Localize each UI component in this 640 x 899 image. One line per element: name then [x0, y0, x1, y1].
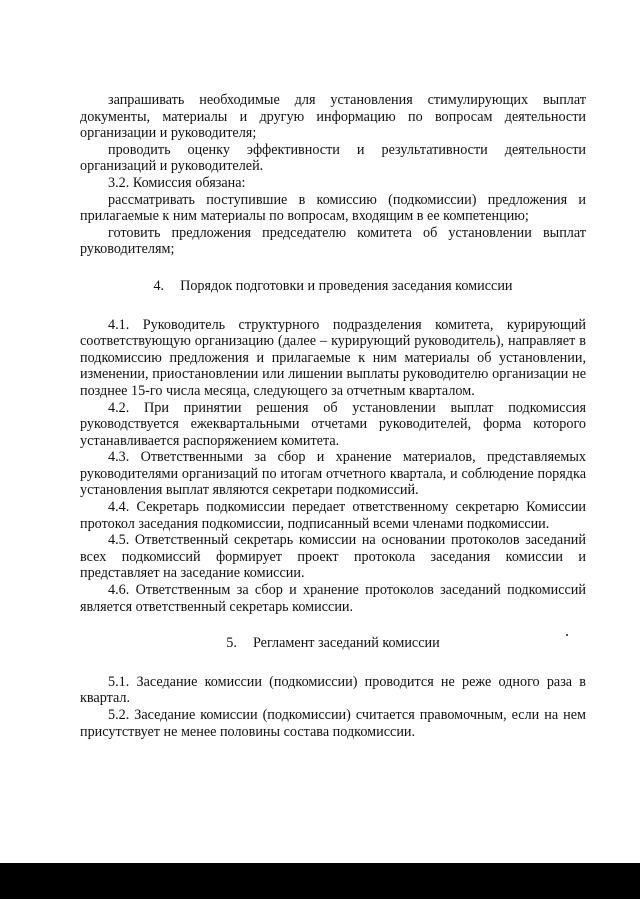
paragraph: рассматривать поступившие в комиссию (подкомиссии) предложения и прилагаемые к ним материалы по вопросам, входящим в ее компетенцию;	[80, 191, 586, 225]
section-title: Регламент заседаний комиссии	[252, 635, 440, 652]
clause: 5.1. Заседание комиссии (подкомиссии) проводится не реже одного раза в квартал.	[80, 673, 586, 707]
clause: 4.6. Ответственным за сбор и хранение протоколов заседаний подкомиссий является ответственный секретарь комиссии.	[80, 582, 586, 615]
scan-speck	[566, 634, 568, 636]
clause: 4.5. Ответственный секретарь комиссии на основании протоколов заседаний всех подкомиссий формирует проект протокола заседания комиссии и представляет на заседание комиссии.	[80, 532, 586, 582]
section-title: Порядок подготовки и проведения заседания комиссии	[180, 277, 513, 294]
section-number: 4.	[153, 277, 165, 294]
section-4-heading	[80, 278, 586, 295]
paragraph: готовить предложения председателю комитета об установлении выплат руководителям;	[80, 224, 586, 258]
document-page	[80, 92, 586, 740]
clause: 4.2. При принятии решения об установлении выплат подкомиссия руководствуется ежеквартальными отчетами руководителей, форма которого устанавливается распоряжением комитета.	[80, 399, 586, 449]
clause: 4.3. Ответственными за сбор и хранение материалов, представляемых руководителями организаций по итогам отчетного квартала, и соблюдение порядка установления выплат являются секретари подкомиссий.	[80, 449, 586, 499]
top-paragraphs	[80, 92, 586, 258]
scan-border	[0, 863, 640, 899]
paragraph: запрашивать необходимые для установления стимулирующих выплат документы, материалы и другую информацию по вопросам деятельности организации и руководителя;	[80, 92, 586, 142]
section-4-body	[80, 317, 586, 616]
section-number: 5.	[226, 635, 237, 652]
section-5-heading	[80, 635, 586, 652]
clause: 4.4. Секретарь подкомиссии передает ответственному секретарю Комиссии протокол заседания подкомиссии, подписанный всеми членами подкомиссии.	[80, 499, 586, 532]
paragraph: проводить оценку эффективности и результативности деятельности организаций и руководителей.	[80, 141, 586, 175]
paragraph: 3.2. Комиссия обязана:	[108, 174, 246, 191]
section-5-body	[80, 674, 586, 740]
clause: 5.2. Заседание комиссии (подкомиссии) считается правомочным, если на нем присутствует не менее половины состава подкомиссии.	[80, 707, 586, 740]
clause: 4.1. Руководитель структурного подразделения комитета, курирующий соответствующую организацию (далее – курирующий руководитель), направляет в подкомиссию предложения и прилагаемые к ним материалы об установлении, изменении, приостановлении или лишении выплаты руководителю организации не позднее 15-го числа месяца, следующего за отчетным кварталом.	[80, 316, 586, 399]
